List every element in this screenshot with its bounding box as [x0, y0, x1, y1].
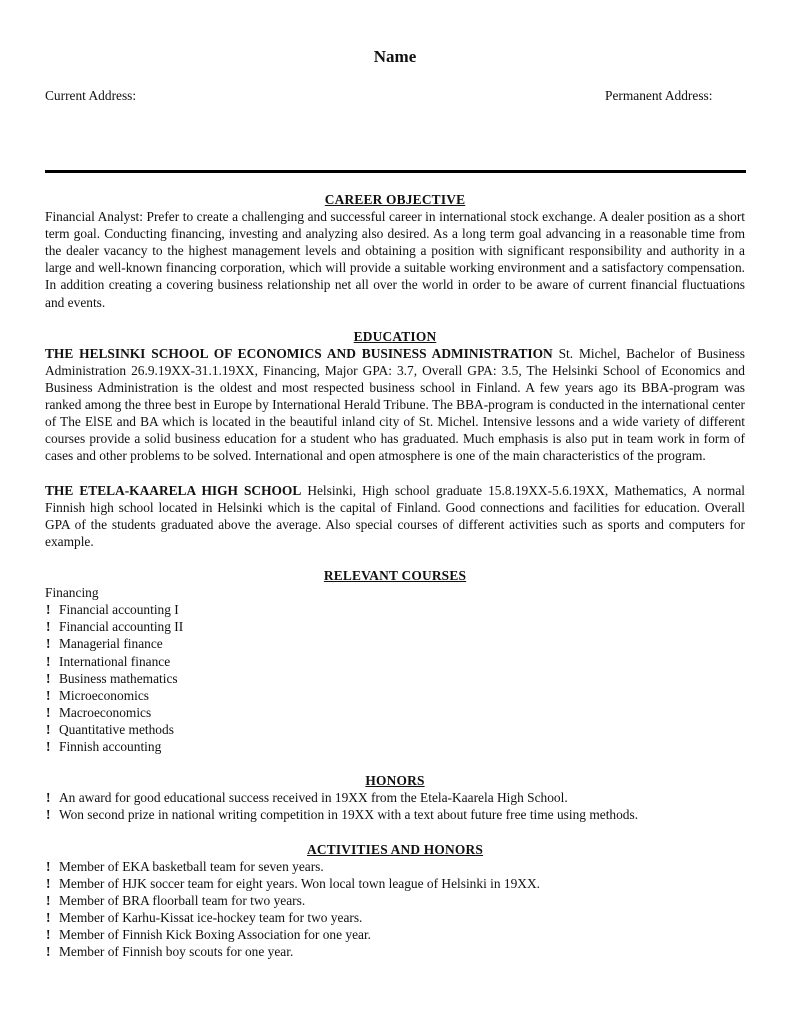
honors-heading: HONORS	[365, 773, 425, 789]
exclamation-bullet-icon: !	[46, 687, 51, 703]
courses-category: Financing	[45, 585, 99, 601]
exclamation-bullet-icon: !	[46, 858, 51, 874]
permanent-address-label: Permanent Address:	[605, 88, 713, 103]
career-objective-heading: CAREER OBJECTIVE	[324, 192, 466, 207]
list-item: ! Member of BRA floorball team for two years.	[46, 892, 306, 908]
list-item: ! Member of Finnish Kick Boxing Association for one year.	[46, 927, 372, 943]
list-item: ! An award for good educational success received in 19XX from the Etela-Kaarela High School.	[46, 790, 568, 806]
education-section	[45, 328, 745, 550]
exclamation-bullet-icon: !	[46, 892, 51, 908]
exclamation-bullet-icon: !	[46, 807, 51, 823]
education-school-name: THE ETELA-KAARELA HIGH SCHOOL	[45, 482, 302, 498]
education-school-name: THE HELSINKI SCHOOL OF ECONOMICS AND BUSINESS ADMINISTRATION	[45, 345, 553, 361]
list-item: ! Finnish accounting	[46, 739, 162, 754]
courses-list	[45, 601, 745, 755]
honors-section	[45, 772, 745, 823]
activities-section	[45, 841, 745, 961]
career-objective-text: Financial Analyst: Prefer to create a challenging and successful career in international stock exchange. A dealer position as a short term goal. Conducting financing, investing and analyzing also desired. As a long term goal advancing in a reasonable time from the dealer vacancy to the highest management levels and obtaining a position with significant responsibility and authority in a large and well-known financing corporation, which will provide a suitable working environment and a satisfactory compensation. In addition creating a covering business relationship net all over the world in order to be aware of current financial fluctuations and events.	[45, 209, 745, 310]
exclamation-bullet-icon: !	[46, 602, 51, 618]
list-item: ! Managerial finance	[46, 636, 163, 652]
exclamation-bullet-icon: !	[46, 875, 51, 891]
list-item: ! Microeconomics	[46, 687, 149, 703]
list-item: ! Macroeconomics	[46, 704, 152, 720]
relevant-courses-section	[45, 567, 745, 755]
education-entry-text: Helsinki, High school graduate 15.8.19XX-5.6.19XX, Mathematics, A normal Finnish high school located in Helsinki which is the capital of Finland. Good connections and facilities for education. Overall GPA of the students graduated above the average. Also special courses of different activities such as sports and computers for example.	[45, 482, 745, 549]
current-address-label: Current Address:	[45, 88, 137, 103]
list-item: ! Member of Finnish boy scouts for one year.	[46, 944, 294, 960]
list-item: ! Member of EKA basketball team for seven years.	[46, 858, 324, 874]
list-item: ! Financial accounting II	[46, 619, 184, 635]
activities-list	[45, 858, 745, 961]
list-item: ! International finance	[46, 653, 171, 669]
education-heading: EDUCATION	[353, 328, 437, 344]
exclamation-bullet-icon: !	[46, 670, 51, 686]
career-objective-section	[45, 191, 745, 311]
exclamation-bullet-icon: !	[46, 721, 51, 737]
list-item: ! Business mathematics	[46, 670, 178, 686]
exclamation-bullet-icon: !	[46, 944, 51, 960]
header-divider	[45, 170, 746, 173]
list-item: ! Member of Karhu-Kissat ice-hockey team for two years.	[46, 909, 363, 925]
list-item: ! Member of HJK soccer team for eight years. Won local town league of Helsinki in 19XX.	[46, 875, 540, 891]
resume-name: Name	[373, 47, 417, 66]
exclamation-bullet-icon: !	[46, 927, 51, 943]
resume-body	[45, 191, 745, 960]
exclamation-bullet-icon: !	[46, 790, 51, 806]
honors-list	[45, 789, 745, 823]
exclamation-bullet-icon: !	[46, 909, 51, 925]
exclamation-bullet-icon: !	[46, 739, 51, 754]
relevant-courses-heading: RELEVANT COURSES	[323, 568, 467, 584]
education-entry-helsinki	[45, 345, 745, 465]
list-item: ! Quantitative methods	[46, 721, 174, 737]
exclamation-bullet-icon: !	[46, 619, 51, 635]
education-entry-etela-kaarela	[45, 482, 745, 550]
list-item: ! Won second prize in national writing competition in 19XX with a text about future free time using methods.	[46, 807, 639, 823]
exclamation-bullet-icon: !	[46, 636, 51, 652]
activities-heading: ACTIVITIES AND HONORS	[306, 841, 484, 857]
education-entry-text: St. Michel, Bachelor of Business Administration 26.9.19XX-31.1.19XX, Financing, Major GPA: 3.7, Overall GPA: 3.5, The Helsinki School of Economics and Business Administration is the oldest and most respected business school in Finland. A few years ago its BBA-program was ranked among the three best in Europe by International Herald Tribune. The BBA-program is conducted in the international center of The ElSE and BA which is located in the beautiful inland city of St. Michel. Intensive lessons and a wide variety of different courses provide a solid business education for a student who has graduated. Much emphasis is also put in team work in form of cases and other problems to be solved. International and open atmosphere is one of the main characteristics of the program.	[45, 345, 745, 464]
exclamation-bullet-icon: !	[46, 653, 51, 669]
list-item: ! Financial accounting I	[46, 602, 179, 618]
exclamation-bullet-icon: !	[46, 704, 51, 720]
